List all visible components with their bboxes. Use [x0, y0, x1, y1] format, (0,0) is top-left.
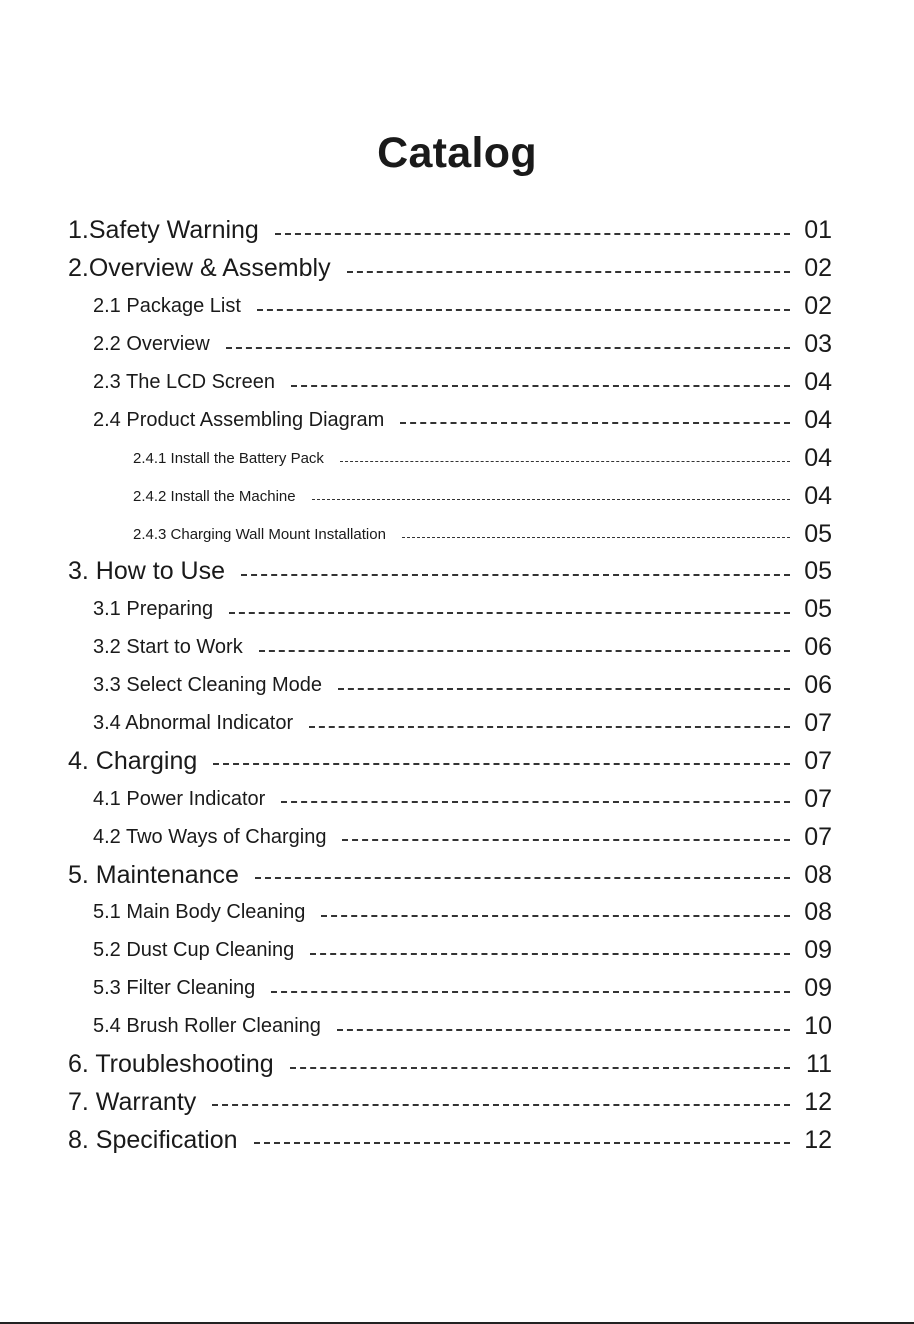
dotted-leader: [310, 953, 790, 955]
page-title: Catalog: [377, 128, 537, 177]
toc-entry-page-number: 12: [804, 1087, 832, 1116]
toc-entry-page-number: 05: [804, 557, 832, 586]
dotted-leader: [229, 612, 790, 614]
toc-entry-page-number: 04: [804, 405, 832, 434]
dotted-leader: [312, 499, 790, 500]
toc-entry[interactable]: [0, 553, 914, 591]
toc-entry-page-number: 12: [804, 1125, 832, 1154]
toc-entry-label: 5.2 Dust Cup Cleaning: [93, 939, 295, 962]
toc-entry-page-number: 07: [804, 709, 832, 738]
toc-entry-page-number: 09: [804, 936, 832, 965]
toc-entry[interactable]: [0, 629, 914, 667]
toc-entry[interactable]: [0, 742, 914, 780]
toc-entry-label: 2.4.3 Charging Wall Mount Installation: [133, 525, 386, 543]
toc-entry[interactable]: [0, 856, 914, 894]
toc-entry[interactable]: [0, 932, 914, 970]
toc-entry-label: 4.1 Power Indicator: [93, 787, 266, 810]
table-of-contents: [0, 212, 914, 1159]
toc-entry-page-number: 04: [804, 443, 832, 472]
toc-entry[interactable]: [0, 667, 914, 705]
toc-entry-label: 2.2 Overview: [93, 333, 210, 356]
toc-entry-page-number: 01: [804, 216, 832, 245]
toc-entry-page-number: 06: [804, 633, 832, 662]
dotted-leader: [271, 991, 790, 993]
dotted-leader: [291, 385, 790, 387]
dotted-leader: [212, 1104, 790, 1106]
dotted-leader: [226, 347, 790, 349]
toc-entry-label: 2.4.1 Install the Battery Pack: [133, 449, 324, 467]
dotted-leader: [275, 233, 790, 235]
dotted-leader: [290, 1067, 790, 1069]
toc-entry-page-number: 05: [804, 595, 832, 624]
toc-entry-page-number: 08: [804, 898, 832, 927]
dotted-leader: [337, 1029, 790, 1031]
toc-entry-label: 4.2 Two Ways of Charging: [93, 825, 327, 848]
toc-entry[interactable]: [0, 591, 914, 629]
toc-entry-page-number: 04: [804, 368, 832, 396]
toc-entry[interactable]: [0, 894, 914, 932]
toc-entry-label: 1.Safety Warning: [68, 216, 259, 245]
toc-entry-page-number: 07: [804, 784, 832, 813]
dotted-leader: [321, 915, 790, 917]
toc-entry-label: 3.2 Start to Work: [93, 636, 243, 659]
toc-entry[interactable]: [0, 439, 914, 477]
toc-entry-page-number: 03: [804, 330, 832, 359]
toc-entry-label: 5. Maintenance: [68, 860, 239, 889]
toc-entry[interactable]: [0, 970, 914, 1008]
dotted-leader: [402, 537, 790, 538]
toc-entry[interactable]: [0, 780, 914, 818]
dotted-leader: [342, 839, 790, 841]
dotted-leader: [400, 422, 790, 424]
toc-entry[interactable]: [0, 1046, 914, 1084]
toc-entry[interactable]: [0, 515, 914, 553]
toc-entry-page-number: 02: [804, 254, 832, 283]
dotted-leader: [309, 726, 790, 728]
dotted-leader: [257, 309, 790, 311]
toc-entry-label: 6. Troubleshooting: [68, 1050, 274, 1079]
toc-entry-page-number: 02: [804, 292, 832, 321]
dotted-leader: [347, 271, 790, 273]
toc-entry-label: 5.3 Filter Cleaning: [93, 977, 256, 1000]
toc-entry-label: 3.3 Select Cleaning Mode: [93, 674, 323, 697]
toc-entry[interactable]: [0, 250, 914, 288]
dotted-leader: [254, 1142, 790, 1144]
toc-entry-label: 5.4 Brush Roller Cleaning: [93, 1015, 321, 1038]
toc-entry-label: 3.1 Preparing: [93, 598, 214, 621]
toc-entry[interactable]: [0, 1121, 914, 1159]
toc-entry[interactable]: [0, 1083, 914, 1121]
toc-entry-label: 2.1 Package List: [93, 295, 241, 318]
toc-entry[interactable]: [0, 364, 914, 402]
toc-entry-page-number: 07: [804, 822, 832, 851]
toc-entry[interactable]: [0, 326, 914, 364]
dotted-leader: [340, 461, 790, 462]
dotted-leader: [281, 801, 790, 803]
toc-entry-label: 2.4.2 Install the Machine: [133, 487, 296, 505]
toc-entry-page-number: 07: [804, 746, 832, 775]
toc-entry[interactable]: [0, 212, 914, 250]
dotted-leader: [255, 877, 790, 879]
toc-entry-label: 8. Specification: [68, 1125, 238, 1154]
toc-entry-label: 7. Warranty: [68, 1087, 197, 1116]
toc-entry-label: 4. Charging: [68, 746, 198, 775]
toc-entry-page-number: 08: [804, 860, 832, 889]
toc-entry-page-number: 04: [804, 481, 832, 510]
toc-entry[interactable]: [0, 1008, 914, 1046]
toc-entry-page-number: 06: [804, 671, 832, 700]
toc-entry[interactable]: [0, 288, 914, 326]
toc-entry-page-number: 11: [806, 1050, 832, 1079]
toc-entry-label: 5.1 Main Body Cleaning: [93, 901, 306, 924]
toc-entry-page-number: 09: [804, 974, 832, 1003]
toc-entry-page-number: 10: [804, 1012, 832, 1041]
toc-entry-page-number: 05: [804, 519, 832, 548]
toc-entry[interactable]: [0, 477, 914, 515]
toc-entry-label: 3.4 Abnormal Indicator: [93, 712, 294, 735]
toc-entry-label: 2.4 Product Assembling Diagram: [93, 408, 385, 431]
dotted-leader: [213, 763, 790, 765]
toc-entry[interactable]: [0, 705, 914, 743]
dotted-leader: [338, 688, 790, 690]
toc-entry[interactable]: [0, 818, 914, 856]
toc-entry[interactable]: [0, 401, 914, 439]
toc-entry-label: 3. How to Use: [68, 557, 226, 586]
toc-entry-label: 2.Overview & Assembly: [68, 254, 331, 283]
dotted-leader: [241, 574, 790, 576]
dotted-leader: [259, 650, 790, 652]
toc-entry-label: 2.3 The LCD Screen: [93, 371, 275, 393]
